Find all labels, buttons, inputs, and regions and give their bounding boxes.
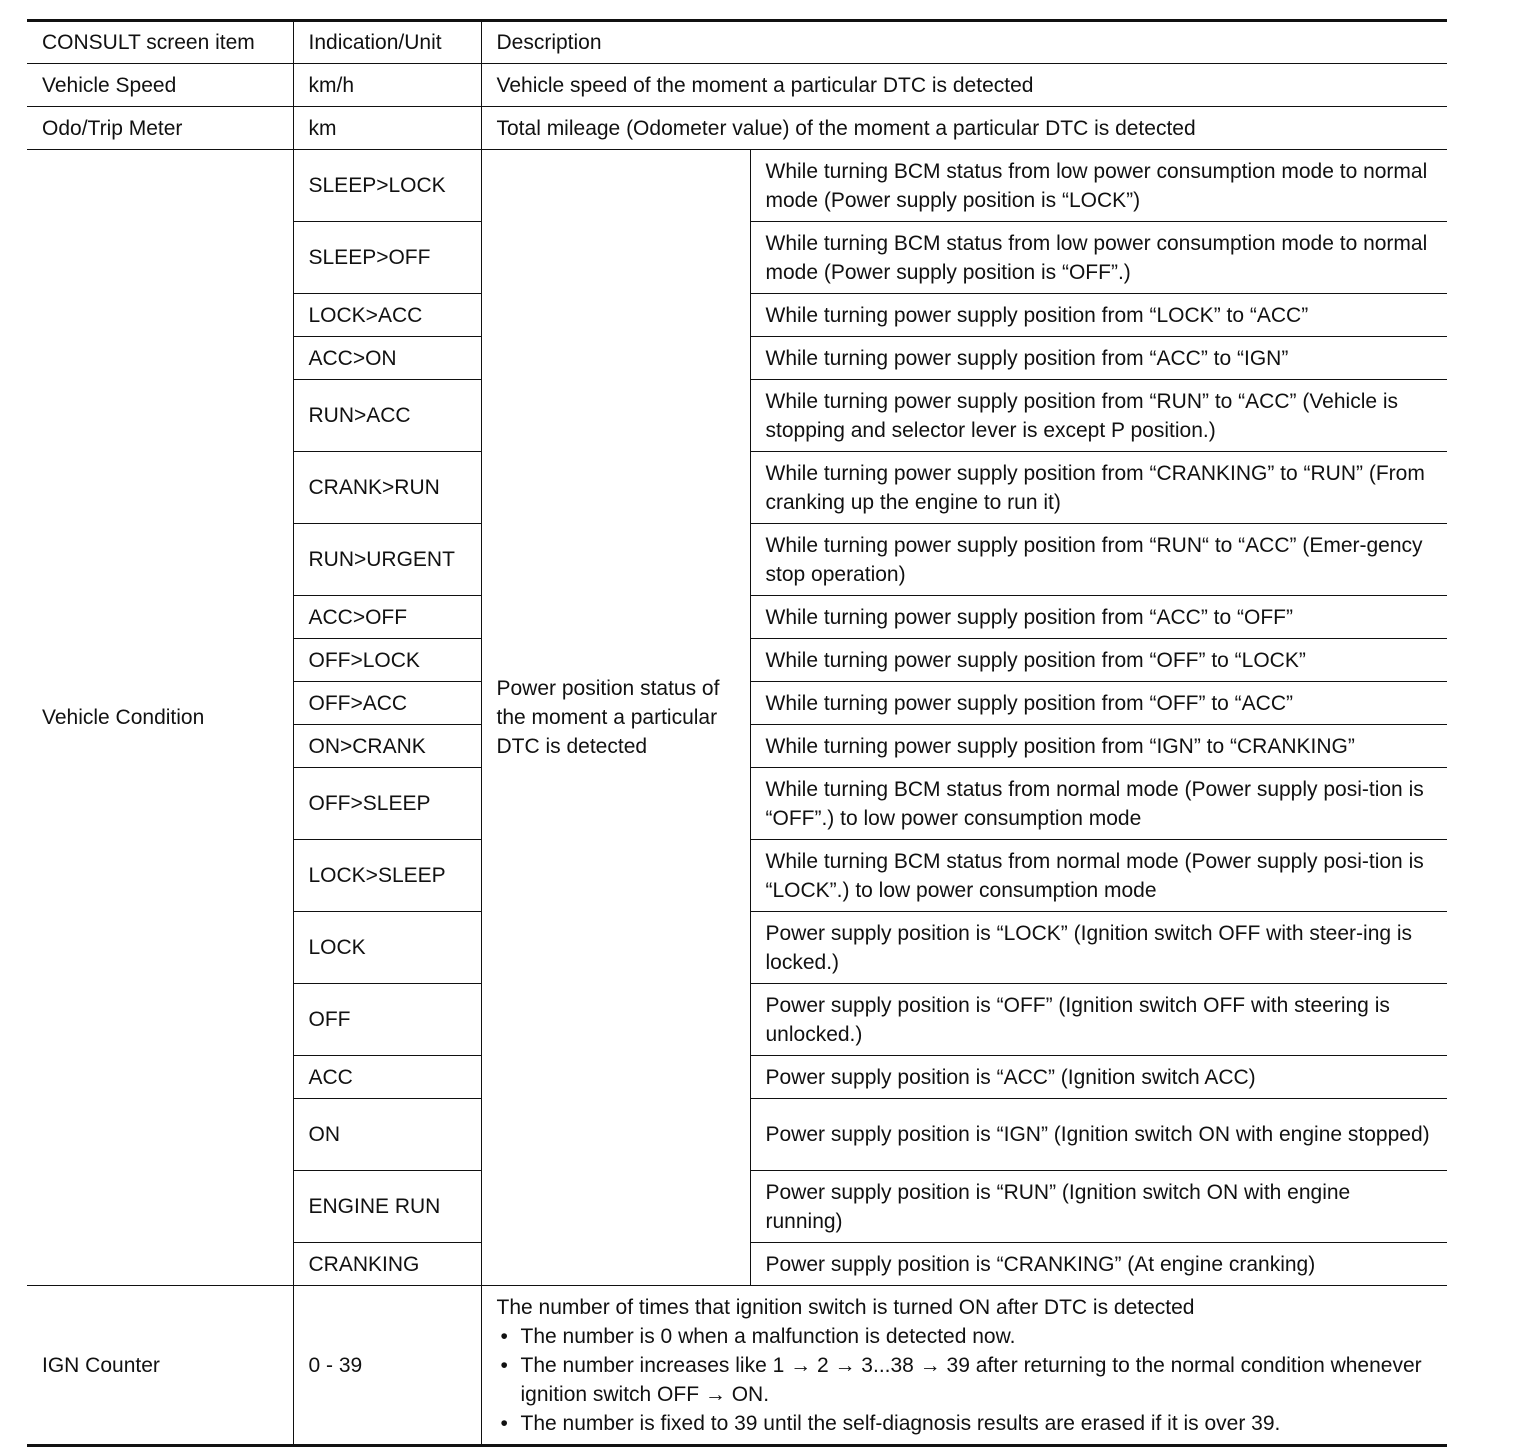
description-cell: While turning BCM status from low power consumption mode to normal mode (Power supply position is “OFF”.) [750,222,1447,294]
unit-cell: 0 - 39 [293,1286,481,1446]
unit-cell: OFF>LOCK [293,639,481,682]
unit-cell: CRANK>RUN [293,452,481,524]
description-cell [481,1286,1447,1446]
unit-cell: ACC [293,1056,481,1099]
unit-cell: LOCK>SLEEP [293,840,481,912]
description-cell: While turning power supply position from “IGN” to “CRANKING” [750,725,1447,768]
description-cell: Power supply position is “LOCK” (Ignition switch OFF with steer-ing is locked.) [750,912,1447,984]
list-item: • The number increases like 1 → 2 → 3...38 → 39 after returning to the normal condition whenever ignition switch OFF → ON. [497,1351,1433,1409]
unit-cell: OFF>SLEEP [293,768,481,840]
unit-cell: SLEEP>OFF [293,222,481,294]
description-cell: While turning power supply position from “OFF” to “LOCK” [750,639,1447,682]
header-item: CONSULT screen item [27,21,293,64]
description-cell: While turning power supply position from “ACC” to “OFF” [750,596,1447,639]
description-cell: While turning power supply position from “CRANKING” to “RUN” (From cranking up the engine to run it) [750,452,1447,524]
ign-counter-bullets [497,1322,1433,1438]
description-cell: Vehicle speed of the moment a particular DTC is detected [481,64,1447,107]
unit-cell: km/h [293,64,481,107]
unit-cell: km [293,107,481,150]
description-cell: Power supply position is “CRANKING” (At engine cranking) [750,1243,1447,1286]
description-cell: While turning BCM status from low power consumption mode to normal mode (Power supply position is “LOCK”) [750,150,1447,222]
header-description: Description [481,21,1447,64]
description-cell: While turning BCM status from normal mode (Power supply posi-tion is “LOCK”.) to low power consumption mode [750,840,1447,912]
unit-cell: ENGINE RUN [293,1171,481,1243]
unit-cell: OFF [293,984,481,1056]
unit-cell: ACC>OFF [293,596,481,639]
unit-cell: ACC>ON [293,337,481,380]
description-cell: While turning power supply position from “ACC” to “IGN” [750,337,1447,380]
unit-cell: ON>CRANK [293,725,481,768]
item-cell: Odo/Trip Meter [27,107,293,150]
unit-cell: SLEEP>LOCK [293,150,481,222]
unit-cell: LOCK>ACC [293,294,481,337]
item-cell: Vehicle Condition [27,150,293,1286]
item-cell: IGN Counter [27,1286,293,1446]
item-cell: Vehicle Speed [27,64,293,107]
description-cell: While turning power supply position from “RUN“ to “ACC” (Emer-gency stop operation) [750,524,1447,596]
description-cell: While turning power supply position from “OFF” to “ACC” [750,682,1447,725]
consult-table [27,19,1447,1447]
list-item: • The number is fixed to 39 until the self-diagnosis results are erased if it is over 39. [497,1409,1433,1438]
table-row [27,1286,1447,1446]
description-cell: Power supply position is “IGN” (Ignition switch ON with engine stopped) [750,1099,1447,1171]
ign-counter-intro: The number of times that ignition switch is turned ON after DTC is detected [496,1295,1195,1319]
unit-cell: CRANKING [293,1243,481,1286]
power-position-status-cell: Power position status of the moment a particular DTC is detected [481,150,750,1286]
header-row [27,21,1447,64]
table-row [27,150,1447,222]
description-cell: Power supply position is “OFF” (Ignition switch OFF with steering is unlocked.) [750,984,1447,1056]
description-cell: Power supply position is “RUN” (Ignition switch ON with engine running) [750,1171,1447,1243]
description-cell: Power supply position is “ACC” (Ignition switch ACC) [750,1056,1447,1099]
unit-cell: RUN>ACC [293,380,481,452]
table-row [27,64,1447,107]
description-cell: Total mileage (Odometer value) of the moment a particular DTC is detected [481,107,1447,150]
description-cell: While turning BCM status from normal mode (Power supply posi-tion is “OFF”.) to low power consumption mode [750,768,1447,840]
description-cell: While turning power supply position from “LOCK” to “ACC” [750,294,1447,337]
header-unit: Indication/Unit [293,21,481,64]
unit-cell: RUN>URGENT [293,524,481,596]
table-row [27,107,1447,150]
list-item: • The number is 0 when a malfunction is detected now. [497,1322,1433,1351]
description-cell: While turning power supply position from “RUN” to “ACC” (Vehicle is stopping and selector lever is except P position.) [750,380,1447,452]
unit-cell: ON [293,1099,481,1171]
unit-cell: OFF>ACC [293,682,481,725]
unit-cell: LOCK [293,912,481,984]
